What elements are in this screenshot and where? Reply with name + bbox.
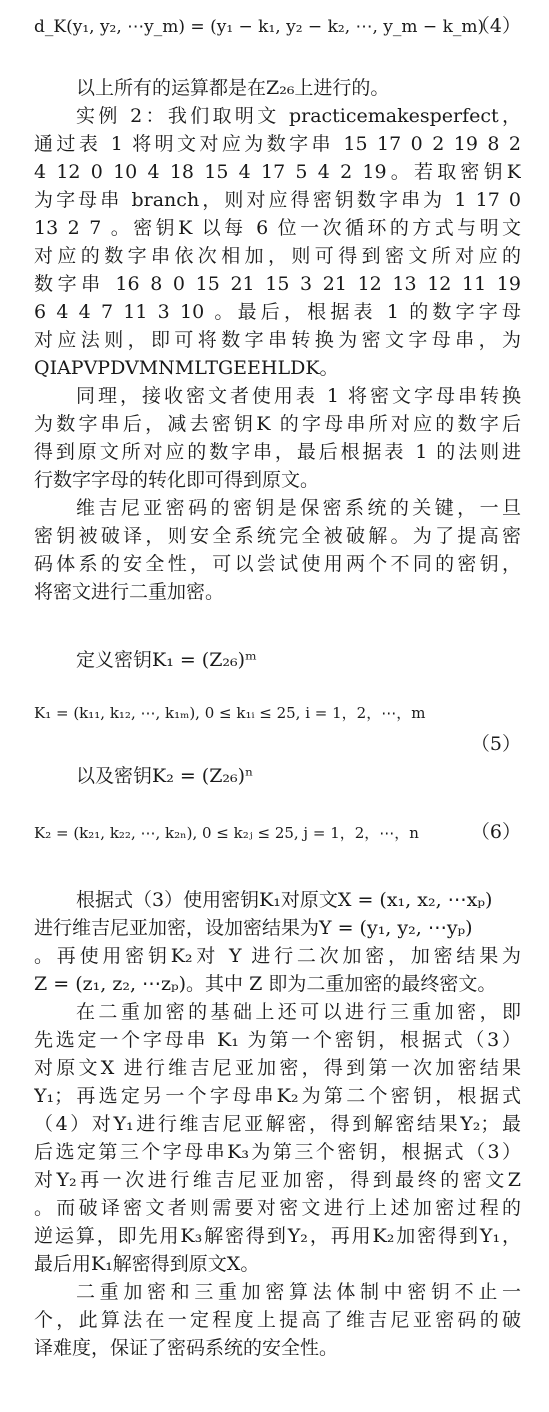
paragraph-7-line-1: 二重加密和三重加密算法体制中密钥不止一 — [76, 1281, 521, 1303]
paragraph-4-line-4: 将密文进行二重加密。 — [34, 581, 225, 603]
equation-5-number: （5） — [470, 733, 521, 755]
paragraph-3-line-3: 得到原文所对应的数字串，最后根据表 1 的法则进 — [34, 441, 521, 463]
paragraph-6-line-10: 最后用K₁解密得到原文X。 — [34, 1253, 260, 1275]
paragraph-2-line-10: QIAPVPDVMNMLTGEEHLDK。 — [34, 357, 339, 379]
paragraph-6-line-1: 在二重加密的基础上还可以进行三重加密，即 — [76, 1001, 521, 1023]
paragraph-2-line-7: 数字串 16 8 0 15 21 15 3 21 12 13 12 11 19 — [34, 273, 521, 295]
paragraph-2-line-4: 为字母串 branch，则对应得密钥数字串为 1 17 0 — [34, 189, 521, 211]
paragraph-2-line-6: 对应的数字串依次相加，则可得到密文所对应的 — [34, 245, 521, 267]
equation-4: d_K(y₁, y₂, ⋯y_m) = (y₁ − k₁, y₂ − k₂, ⋯, y_m − k_m) — [34, 17, 485, 37]
equation-5: K₁ = (k₁₁, k₁₂, ⋯, k₁ₘ), 0 ≤ k₁ᵢ ≤ 25, i = 1，2，⋯，m — [34, 704, 426, 722]
paragraph-5-line-2: 进行维吉尼亚加密，设加密结果为Y = (y₁, y₂, ⋯yₚ) — [34, 917, 473, 939]
paragraph-6-line-5: （4）对Y₁进行维吉尼亚解密，得到解密结果Y₂；最 — [34, 1113, 521, 1135]
paragraph-6-line-8: 。而破译密文者则需要对密文进行上述加密过程的 — [34, 1197, 521, 1219]
paragraph-3-line-1: 同理，接收密文者使用表 1 将密文字母串转换 — [76, 385, 521, 407]
paragraph-2-line-8: 6 4 4 7 11 3 10 。最后，根据表 1 的数字字母 — [34, 301, 521, 323]
equation-6: K₂ = (k₂₁, k₂₂, ⋯, k₂ₙ), 0 ≤ k₂ⱼ ≤ 25, j = 1，2，⋯，n — [34, 824, 419, 842]
paragraph-4-line-3: 码体系的安全性，可以尝试使用两个不同的密钥， — [34, 553, 521, 575]
paragraph-5-line-3: 。再使用密钥K₂对 Y 进行二次加密，加密结果为 — [34, 945, 521, 967]
paragraph-3-line-2: 为数字串后，减去密钥K 的字母串所对应的数字后 — [34, 413, 521, 435]
equation-4-number: （4） — [470, 15, 521, 37]
paragraph-6-line-2: 先选定一个字母串 K₁ 为第一个密钥，根据式（3） — [34, 1029, 521, 1051]
paragraph-4-line-1: 维吉尼亚密码的密钥是保密系统的关键，一旦 — [76, 497, 521, 519]
paragraph-1-line-1: 以上所有的运算都是在Z₂₆上进行的。 — [76, 77, 390, 99]
paragraph-6-line-4: Y₁；再选定另一个字母串K₂为第二个密钥，根据式 — [34, 1085, 521, 1107]
paragraph-6-line-9: 逆运算，即先用K₃解密得到Y₂，再用K₂加密得到Y₁， — [34, 1225, 521, 1247]
paragraph-2-line-3: 4 12 0 10 4 18 15 4 17 5 4 2 19。若取密钥K — [34, 161, 521, 183]
paragraph-2-line-9: 对应法则，即可将数字串转换为密文字母串，为 — [34, 329, 521, 351]
definition-key-2: 以及密钥K₂ = (Z₂₆)ⁿ — [76, 765, 254, 787]
paragraph-3-line-4: 行数字字母的转化即可得到原文。 — [34, 469, 320, 491]
equation-6-number: （6） — [470, 821, 521, 843]
paragraph-6-line-7: 对Y₂再一次进行维吉尼亚加密，得到最终的密文Z — [34, 1169, 521, 1191]
paragraph-2-line-1: 实例 2：我们取明文 practicemakesperfect， — [76, 105, 521, 127]
paragraph-5-line-1: 根据式（3）使用密钥K₁对原文X = (x₁, x₂, ⋯xₚ) — [76, 889, 493, 911]
paragraph-4-line-2: 密钥被破译，则安全系统完全被破解。为了提高密 — [34, 525, 521, 547]
paragraph-5-line-4: Z = (z₁, z₂, ⋯zₚ)。其中 Z 即为二重加密的最终密文。 — [34, 973, 497, 995]
paragraph-7-line-2: 个，此算法在一定程度上提高了维吉尼亚密码的破 — [34, 1309, 521, 1331]
definition-key-1: 定义密钥K₁ = (Z₂₆)ᵐ — [76, 649, 257, 671]
paragraph-2-line-2: 通过表 1 将明文对应为数字串 15 17 0 2 19 8 2 — [34, 133, 521, 155]
paragraph-6-line-6: 后选定第三个字母串K₃为第三个密钥，根据式（3） — [34, 1141, 521, 1163]
paragraph-7-line-3: 译难度，保证了密码系统的安全性。 — [34, 1337, 339, 1359]
paragraph-2-line-5: 13 2 7 。密钥K 以每 6 位一次循环的方式与明文 — [34, 217, 521, 239]
paragraph-6-line-3: 对原文X 进行维吉尼亚加密，得到第一次加密结果 — [34, 1057, 521, 1079]
